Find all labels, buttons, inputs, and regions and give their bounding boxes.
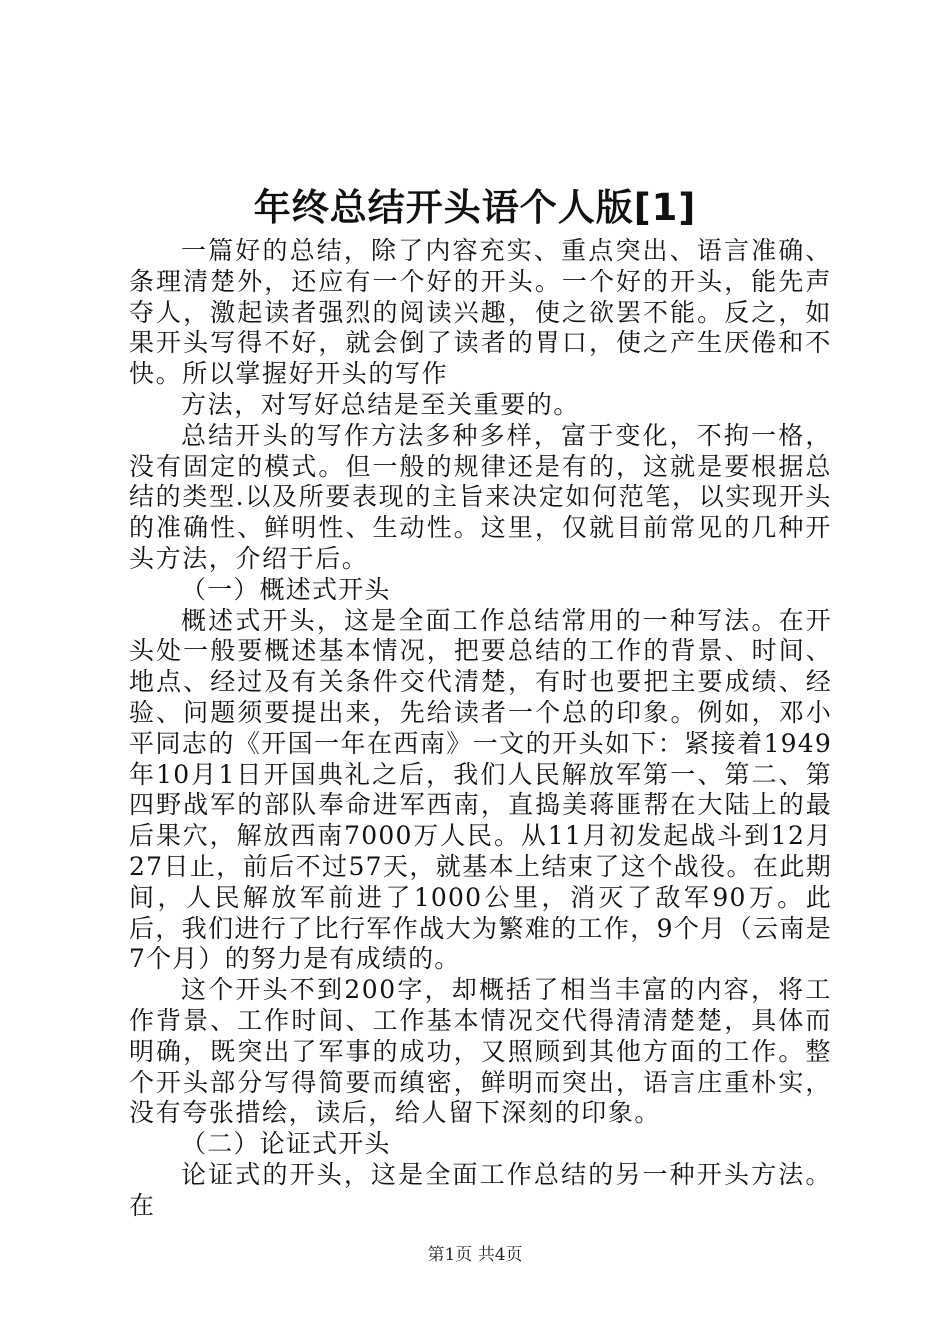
document-body	[129, 236, 832, 1222]
section-heading-argument: （二）论证式开头	[181, 1129, 391, 1159]
paragraph-summary-analysis: 这个开头不到200字，却概括了相当丰富的内容，将工作背景、工作时间、工作基本情况交代得清清楚楚，具体而明确，既突出了军事的成功，又照顾到其他方面的工作。整个开头部分写得简要而缜密，鲜明而突出，语言庄重朴实，没有夸张措绘，读后，给人留下深刻的印象。	[129, 975, 832, 1128]
section-heading-summary: （一）概述式开头	[181, 574, 391, 604]
paragraph-methods: 总结开头的写作方法多种多样，富于变化，不拘一格，没有固定的模式。但一般的规律还是有的，这就是要根据总结的类型.以及所要表现的主旨来决定如何范笔，以实现开头的准确性、鲜明性、生动性。这里，仅就目前常见的几种开头方法，介绍于后。	[129, 420, 832, 573]
paragraph-intro-continued: 方法，对写好总结是至关重要的。	[181, 389, 581, 419]
page-number-footer: 第1页 共4页	[427, 1245, 523, 1265]
paragraph-summary-opening: 概述式开头，这是全面工作总结常用的一种写法。在开头处一般要概述基本情况，把要总结的工作的背景、时间、地点、经过及有关条件交代清楚，有时也要把主要成绩、经验、问题须要提出来，先给读者一个总的印象。例如，邓小平同志的《开国一年在西南》一文的开头如下：紧接着1949年10月1日开国典礼之后，我们人民解放军第一、第二、第四野战军的部队奉命进军西南，直捣美蒋匪帮在大陆上的最后果穴，解放西南7000万人民。从11月初发起战斗到12月27日止，前后不过57天，就基本上结束了这个战役。在此期间，人民解放军前进了1000公里，消灭了敌军90万。此后，我们进行了比行军作战大为繁难的工作，9个月（云南是7个月）的努力是有成绩的。	[129, 605, 832, 974]
paragraph-argument-opening: 论证式的开头，这是全面工作总结的另一种开头方法。在	[129, 1159, 832, 1220]
paragraph-intro: 一篇好的总结，除了内容充实、重点突出、语言准确、条理清楚外，还应有一个好的开头。一个好的开头，能先声夺人，激起读者强烈的阅读兴趣，使之欲罢不能。反之，如果开头写得不好，就会倒了读者的胃口，使之产生厌倦和不快。所以掌握好开头的写作	[129, 236, 832, 389]
document-title: 年终总结开头语个人版[1]	[253, 186, 697, 229]
